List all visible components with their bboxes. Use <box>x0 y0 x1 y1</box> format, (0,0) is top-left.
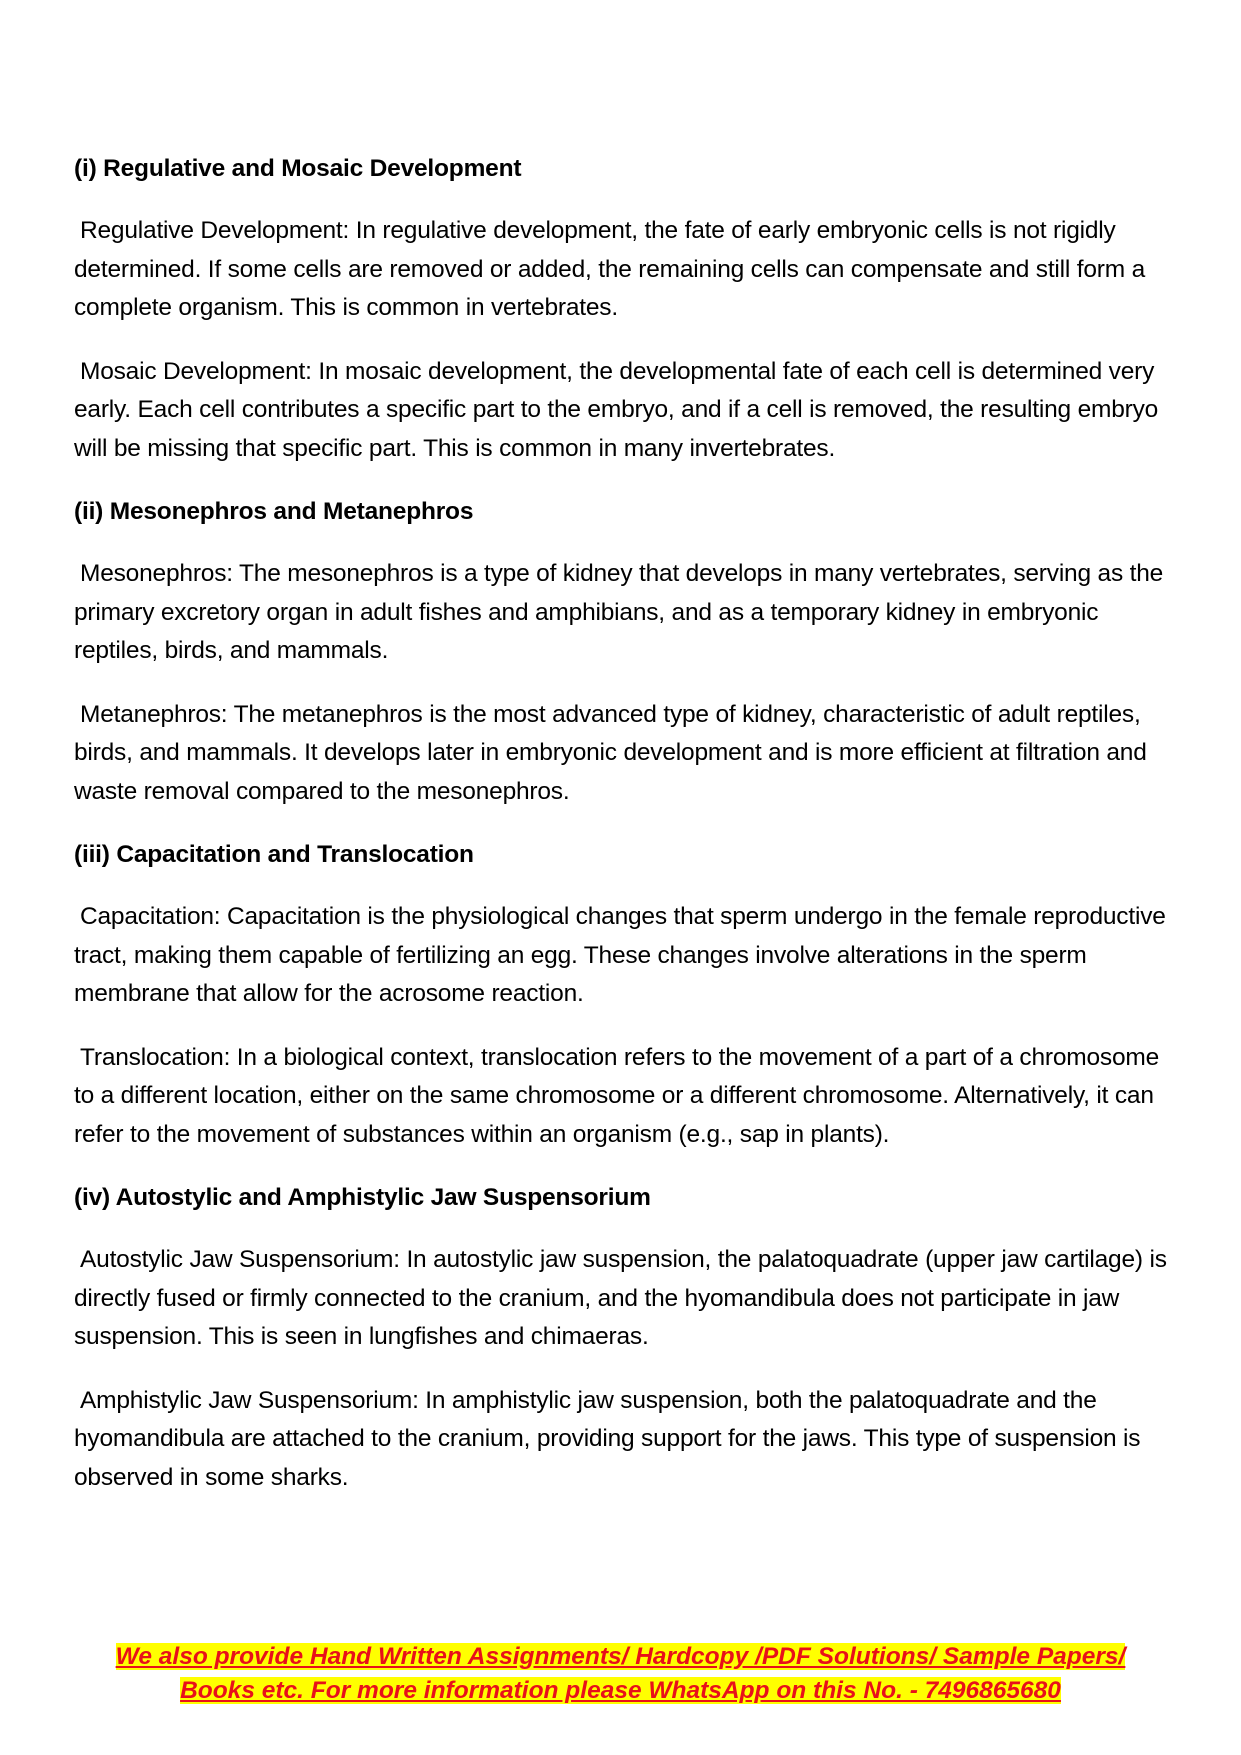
paragraph: Mesonephros: The mesonephros is a type of kidney that develops in many vertebrates, serving as the primary excretory organ in adult fishes and amphibians, and as a temporary kidney in embryonic reptiles, birds, and mammals. <box>74 560 1164 664</box>
promo-footer-line-1: We also provide Hand Written Assignments/ Hardcopy /PDF Solutions/ Sample Papers/ <box>115 1643 1126 1670</box>
section-heading: (iv) Autostylic and Amphistylic Jaw Suspensorium <box>74 1184 651 1211</box>
section-mesonephros-metanephros <box>74 493 1169 811</box>
promo-footer-line-2: Books etc. For more information please WhatsApp on this No. - 7496865680 <box>180 1677 1061 1704</box>
paragraph: Autostylic Jaw Suspensorium: In autostylic jaw suspension, the palatoquadrate (upper jaw cartilage) is directly fused or firmly connected to the cranium, and the hyomandibula does not participate in jaw suspension. This is seen in lungfishes and chimaeras. <box>74 1246 1167 1350</box>
paragraph: Regulative Development: In regulative development, the fate of early embryonic cells is not rigidly determined. If some cells are removed or added, the remaining cells can compensate and still form a complete organism. This is common in vertebrates. <box>74 217 1145 321</box>
paragraph: Capacitation: Capacitation is the physiological changes that sperm undergo in the female reproductive tract, making them capable of fertilizing an egg. These changes involve alterations in the sperm membrane that allow for the acrosome reaction. <box>74 903 1166 1007</box>
section-heading: (ii) Mesonephros and Metanephros <box>74 498 474 525</box>
promo-footer <box>0 1640 1241 1708</box>
section-capacitation-translocation <box>74 836 1169 1154</box>
paragraph: Mosaic Development: In mosaic development, the developmental fate of each cell is determined very early. Each cell contributes a specific part to the embryo, and if a cell is removed, the resulting embryo will be missing that specific part. This is common in many invertebrates. <box>74 357 1159 462</box>
section-heading: (iii) Capacitation and Translocation <box>74 841 474 868</box>
paragraph: Metanephros: The metanephros is the most advanced type of kidney, characteristic of adult reptiles, birds, and mammals. It develops later in embryonic development and is more efficient at filtration and waste removal compared to the mesonephros. <box>74 700 1147 805</box>
paragraph: Amphistylic Jaw Suspensorium: In amphistylic jaw suspension, both the palatoquadrate and the hyomandibula are attached to the cranium, providing support for the jaws. This type of suspension is observed in some sharks. <box>74 1386 1141 1491</box>
section-regulative-mosaic <box>74 150 1169 468</box>
section-heading: (i) Regulative and Mosaic Development <box>74 155 522 182</box>
paragraph: Translocation: In a biological context, translocation refers to the movement of a part of a chromosome to a different location, either on the same chromosome or a different chromosome. Alternatively, it can refer to the movement of substances within an organism (e.g., sap in plants). <box>74 1043 1160 1148</box>
section-jaw-suspensorium <box>74 1179 1169 1497</box>
document-page <box>74 150 1169 1522</box>
